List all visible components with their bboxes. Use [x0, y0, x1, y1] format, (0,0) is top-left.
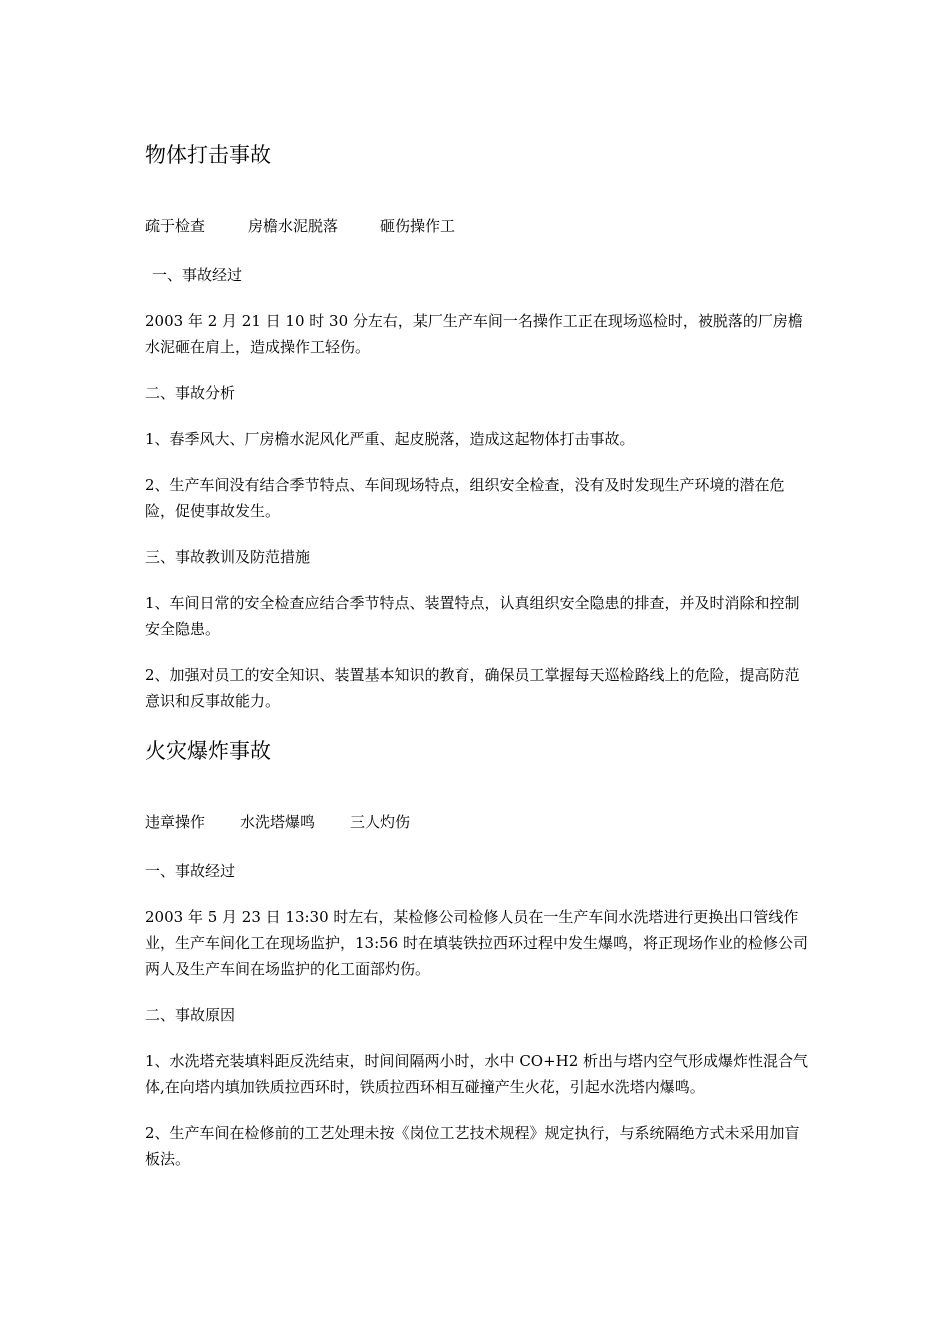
- section2-heading-1: 一、事故经过: [145, 862, 236, 880]
- section1-paragraph-1: 2003 年 2 月 21 日 10 时 30 分左右，某厂生产车间一名操作工正在现场巡检时，被脱落的厂房檐水泥砸在肩上，造成操作工轻伤。: [145, 312, 803, 356]
- section2-cause-2: 2、生产车间在检修前的工艺处理未按《岗位工艺技术规程》规定执行，与系统隔绝方式未采用加盲板法。: [145, 1124, 800, 1168]
- section1-lesson-1: 1、车间日常的安全检查应结合季节特点、装置特点，认真组织安全隐患的排查，并及时消除和控制安全隐患。: [145, 594, 800, 638]
- section1-title: 物体打击事故: [145, 143, 271, 167]
- section2-paragraph-1: 2003 年 5 月 23 日 13:30 时左右，某检修公司检修人员在一生产车间水洗塔进行更换出口管线作业，生产车间化工在现场监护，13:56 时在填装铁拉西环过程中发生爆鸣，将正现场作业的检修公司两人及生产车间在场监护的化工面部灼伤。: [145, 908, 808, 978]
- section1-tag: 砸伤操作工: [380, 217, 456, 235]
- section2-heading-2: 二、事故原因: [145, 1006, 236, 1024]
- section2-tags: [145, 810, 810, 834]
- section1-analysis-1: 1、春季风大、厂房檐水泥风化严重、起皮脱落，造成这起物体打击事故。: [145, 430, 635, 448]
- section1-heading-3: 三、事故教训及防范措施: [145, 548, 311, 566]
- section1-lesson-2: 2、加强对员工的安全知识、装置基本知识的教育，确保员工掌握每天巡检路线上的危险，提高防范意识和反事故能力。: [145, 666, 800, 710]
- section2-tag: 三人灼伤: [350, 813, 411, 831]
- section1-tag: 房檐水泥脱落: [248, 217, 339, 235]
- section2-tag: 水洗塔爆鸣: [240, 813, 316, 831]
- section2-title: 火灾爆炸事故: [145, 739, 271, 763]
- section1-tags: [145, 214, 810, 238]
- document-body: [145, 140, 810, 1172]
- section2-tag: 违章操作: [145, 813, 206, 831]
- section2-cause-1: 1、水洗塔充装填料距反洗结束，时间间隔两小时，水中 CO+H2 析出与塔内空气形成爆炸性混合气体,在向塔内填加铁质拉西环时，铁质拉西环相互碰撞产生火花，引起水洗塔内爆鸣。: [145, 1052, 809, 1096]
- section1-analysis-2: 2、生产车间没有结合季节特点、车间现场特点，组织安全检查，没有及时发现生产环境的潜在危险，促使事故发生。: [145, 476, 785, 520]
- section1-heading-2: 二、事故分析: [145, 384, 236, 402]
- section1-tag: 疏于检查: [145, 217, 206, 235]
- section1-heading-1: 一、事故经过: [152, 266, 243, 284]
